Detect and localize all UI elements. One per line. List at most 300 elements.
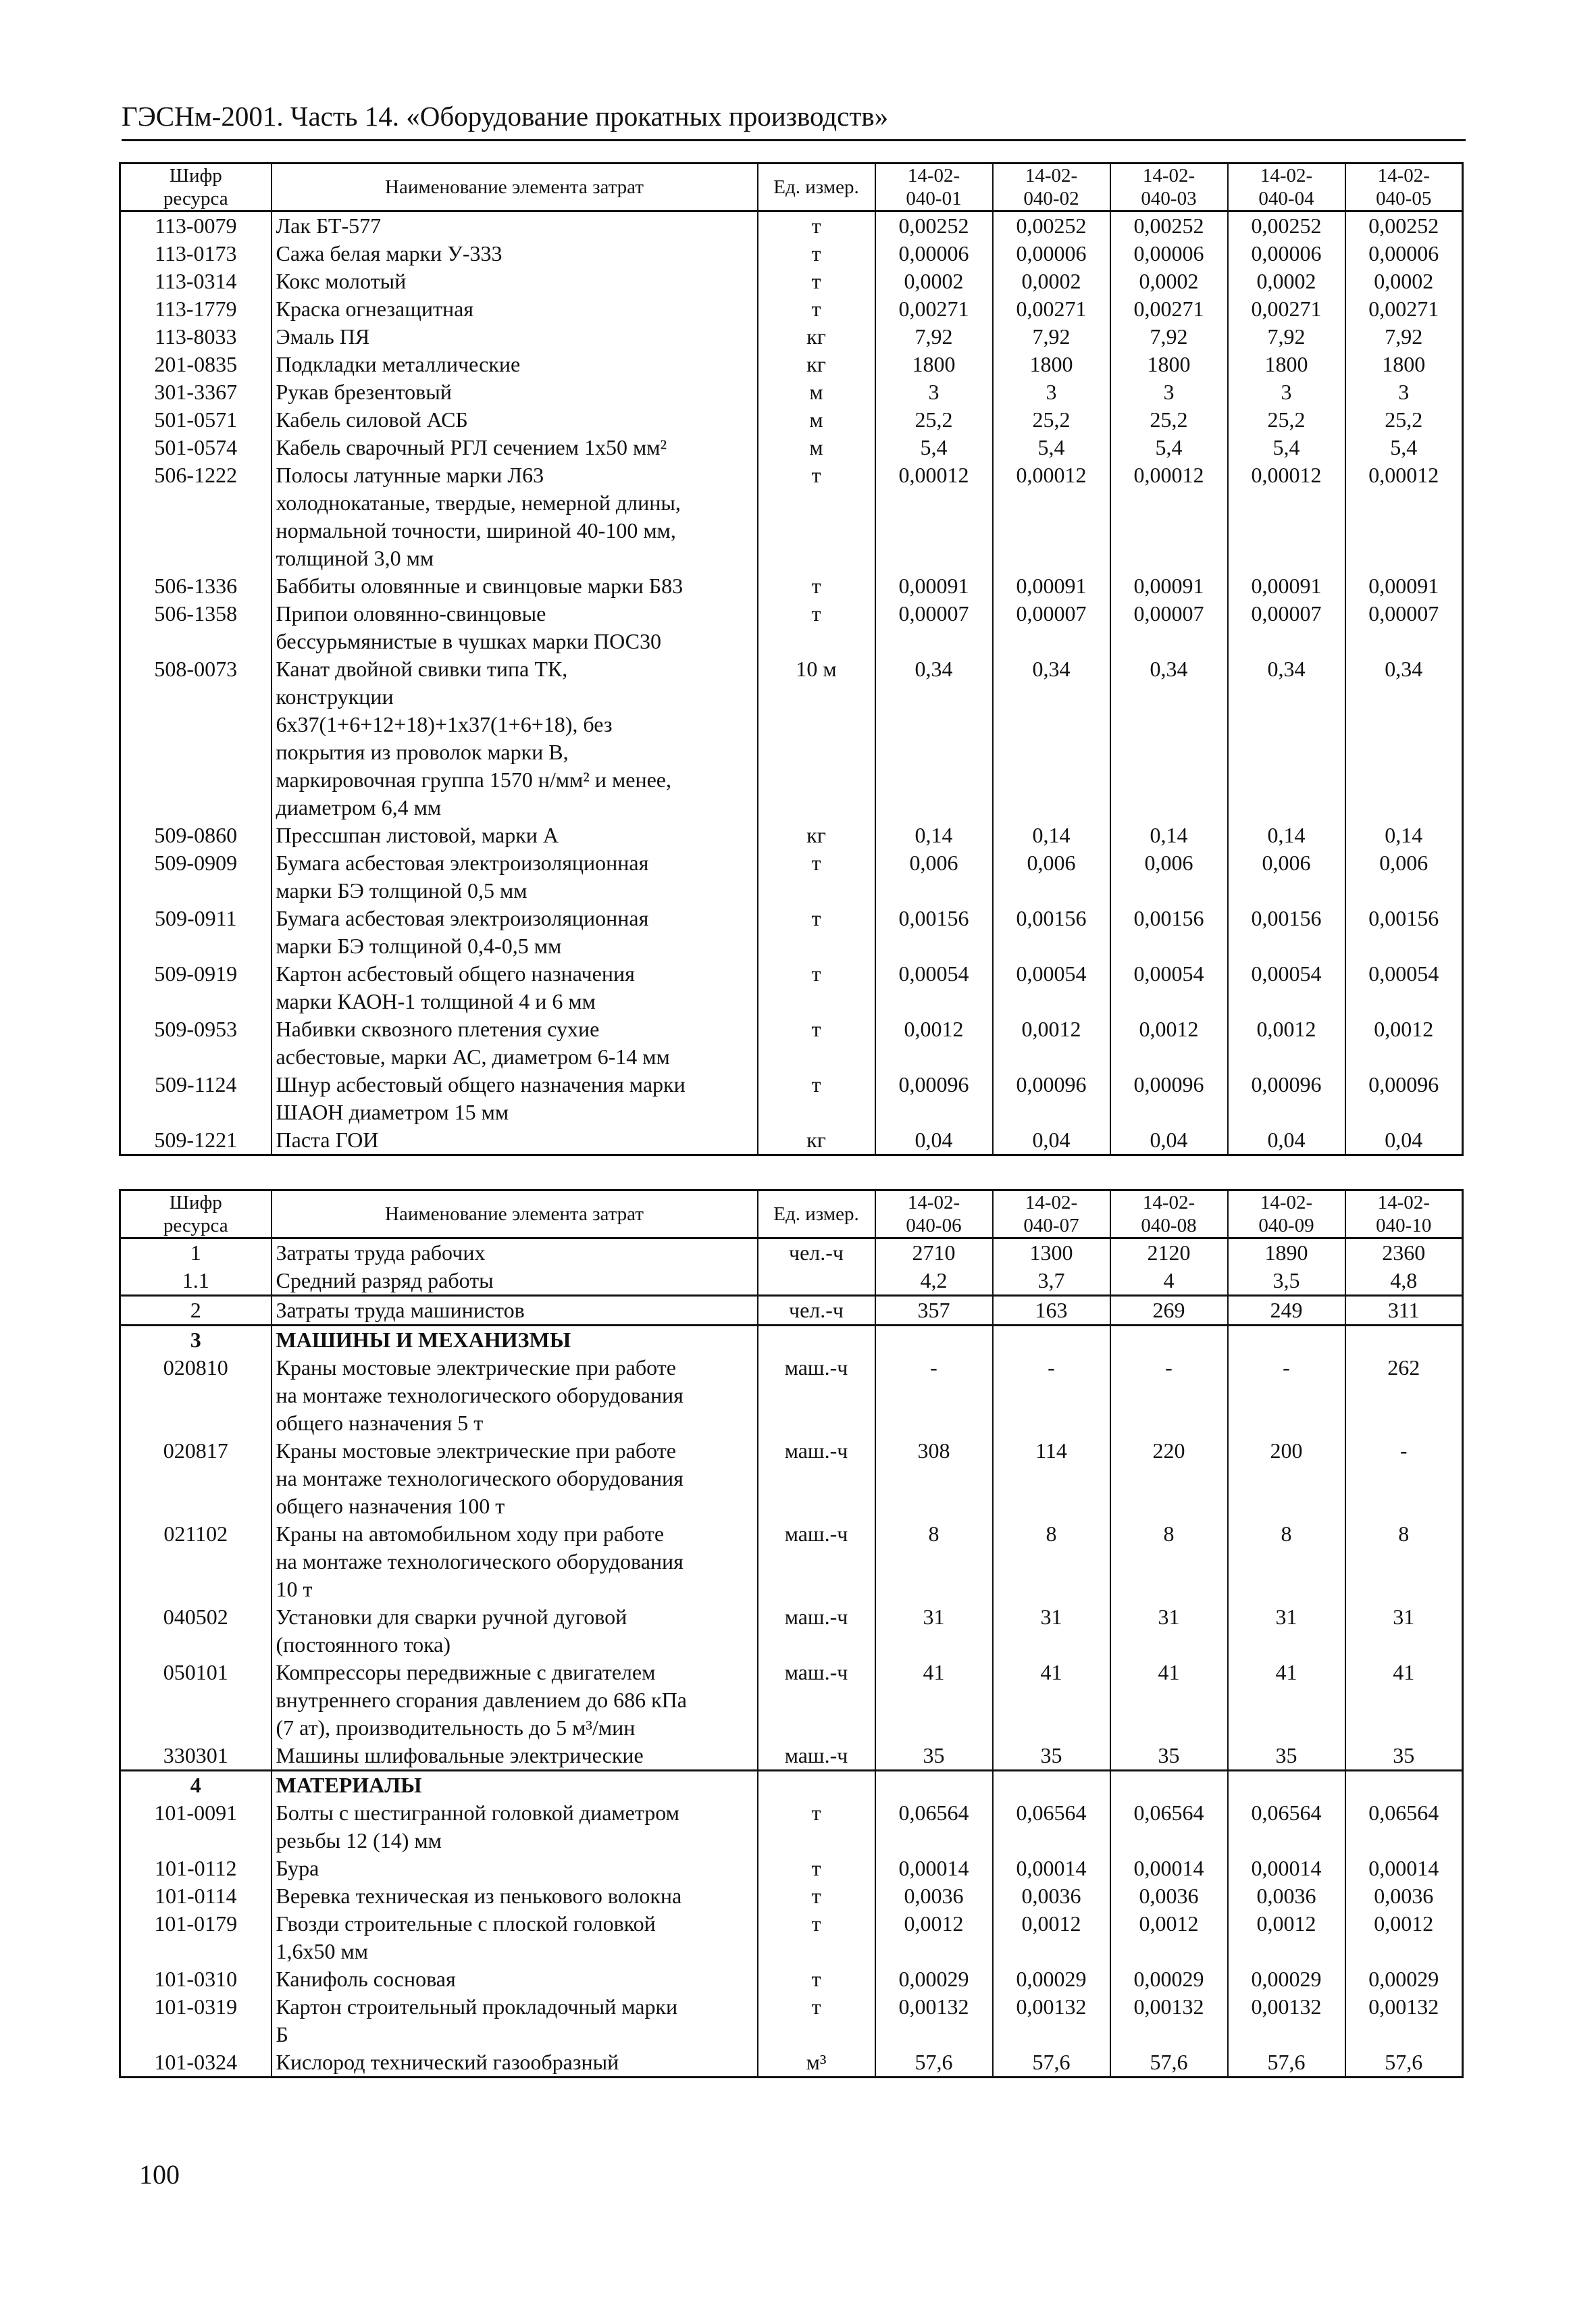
norm-value: 0,14: [993, 822, 1110, 849]
resource-unit: маш.-ч: [758, 1354, 875, 1437]
table-row: [120, 2048, 1463, 2078]
norm-value: 0,0012: [1110, 1910, 1228, 1965]
resource-code: 509-0911: [120, 905, 272, 960]
header-code: [120, 1190, 272, 1238]
resource-unit: т: [758, 960, 875, 1015]
norm-value: 8: [875, 1520, 993, 1603]
resource-unit: т: [758, 240, 875, 268]
norm-value: 0,00014: [1228, 1855, 1345, 1882]
norm-value: 31: [1110, 1603, 1228, 1659]
resource-name-line: Компрессоры передвижные с двигателем: [276, 1660, 656, 1684]
table-row: [120, 295, 1463, 323]
norm-value: 0,00029: [1110, 1965, 1228, 1993]
resource-name: [272, 1855, 758, 1882]
norm-value: 57,6: [1345, 2048, 1463, 2078]
resource-name: [272, 211, 758, 241]
resource-code: 506-1358: [120, 600, 272, 655]
table-row: [120, 406, 1463, 434]
table-row: [120, 1354, 1463, 1437]
norm-value: 0,00096: [875, 1071, 993, 1126]
resource-code: 506-1222: [120, 461, 272, 572]
norm-value: 8: [1345, 1520, 1463, 1603]
resource-name-line: Кабель силовой АСБ: [276, 407, 468, 432]
resource-unit: т: [758, 1882, 875, 1910]
header-norm: [1345, 164, 1463, 211]
norm-value: 0,00096: [1345, 1071, 1463, 1126]
norm-value: [1110, 1771, 1228, 1800]
resource-unit: т: [758, 1071, 875, 1126]
resource-name: [272, 1437, 758, 1520]
norm-value: 0,00132: [993, 1993, 1110, 2048]
resource-name-line: (7 ат), производительность до 5 м³/мин: [276, 1715, 636, 1740]
norm-value: 25,2: [993, 406, 1110, 434]
norm-value: 0,00132: [1110, 1993, 1228, 2048]
resource-unit: маш.-ч: [758, 1742, 875, 1771]
table-row: [120, 849, 1463, 905]
table-row: [120, 960, 1463, 1015]
norm-value: 0,00007: [993, 600, 1110, 655]
header-norm: [993, 1190, 1110, 1238]
resource-name: [272, 1771, 758, 1800]
norm-value: 0,00096: [1110, 1071, 1228, 1126]
norm-value: 0,00252: [993, 211, 1110, 241]
norm-value: 200: [1228, 1437, 1345, 1520]
resource-name-line: общего назначения 5 т: [276, 1411, 484, 1435]
resource-name: [272, 822, 758, 849]
resource-name-line: марки БЭ толщиной 0,5 мм: [276, 878, 527, 903]
norm-value: [1110, 1326, 1228, 1355]
resource-unit: чел.-ч: [758, 1238, 875, 1267]
norm-value: 0,0036: [1228, 1882, 1345, 1910]
resource-name-line: на монтаже технологического оборудования: [276, 1383, 684, 1407]
norm-value: 4: [1110, 1267, 1228, 1296]
norm-value: 0,00006: [1345, 240, 1463, 268]
resource-name-line: Краны мостовые электрические при работе: [276, 1438, 676, 1463]
norm-value: 0,00091: [1228, 572, 1345, 600]
norm-value: 0,00252: [1228, 211, 1345, 241]
resource-unit: т: [758, 1965, 875, 1993]
resource-name-line: Краны мостовые электрические при работе: [276, 1355, 676, 1380]
page-title: ГЭСНм-2001. Часть 14. «Оборудование прокатных производств»: [122, 101, 889, 132]
resource-name-line: МАШИНЫ И МЕХАНИЗМЫ: [276, 1328, 571, 1352]
resource-code: 101-0319: [120, 1993, 272, 2048]
resource-name-line: Бура: [276, 1856, 319, 1880]
resource-unit: т: [758, 1799, 875, 1855]
norm-value: 2360: [1345, 1238, 1463, 1267]
resource-name-line: Установки для сварки ручной дуговой: [276, 1605, 627, 1629]
resource-code: 113-8033: [120, 323, 272, 351]
resource-code: 101-0091: [120, 1799, 272, 1855]
resource-name-line: холоднокатаные, твердые, немерной длины,: [276, 491, 681, 515]
resource-code: 330301: [120, 1742, 272, 1771]
resource-name-line: ШАОН диаметром 15 мм: [276, 1100, 509, 1124]
header-unit-line: Ед. измер.: [773, 1203, 859, 1225]
resource-name-line: Баббиты оловянные и свинцовые марки Б83: [276, 574, 684, 598]
norm-value: 41: [1110, 1659, 1228, 1742]
resource-name: [272, 1015, 758, 1071]
resource-code: 101-0114: [120, 1882, 272, 1910]
resource-code: 509-0909: [120, 849, 272, 905]
norm-value: [993, 1326, 1110, 1355]
resource-code: 509-0860: [120, 822, 272, 849]
resource-code: 509-0953: [120, 1015, 272, 1071]
norm-value: 249: [1228, 1296, 1345, 1326]
resource-unit: м: [758, 434, 875, 461]
norm-value: [1345, 1771, 1463, 1800]
header-row: [120, 1190, 1463, 1238]
resource-unit: т: [758, 1993, 875, 2048]
norm-value: 0,006: [875, 849, 993, 905]
norm-value: 0,0012: [1228, 1015, 1345, 1071]
norm-value: 8: [1228, 1520, 1345, 1603]
norm-value: 7,92: [875, 323, 993, 351]
norm-value: 25,2: [1228, 406, 1345, 434]
norm-value: 0,00091: [1110, 572, 1228, 600]
norm-value: 5,4: [993, 434, 1110, 461]
resource-table-2: [119, 1189, 1464, 2078]
norm-value: 5,4: [1345, 434, 1463, 461]
resource-name: [272, 1742, 758, 1771]
header-norm: [1110, 1190, 1228, 1238]
norm-value: 25,2: [875, 406, 993, 434]
resource-name-line: Рукав брезентовый: [276, 380, 452, 404]
norm-value: 35: [875, 1742, 993, 1771]
resource-name: [272, 295, 758, 323]
resource-name-line: толщиной 3,0 мм: [276, 546, 434, 570]
header-norm-line: 040-03: [1141, 188, 1197, 209]
norm-value: 1800: [1110, 351, 1228, 378]
norm-value: 41: [1345, 1659, 1463, 1742]
resource-unit: т: [758, 572, 875, 600]
page-number: 100: [139, 2159, 180, 2190]
norm-value: 0,00252: [1345, 211, 1463, 241]
norm-value: 0,00006: [875, 240, 993, 268]
resource-unit: т: [758, 905, 875, 960]
norm-value: 0,00156: [1345, 905, 1463, 960]
norm-value: 41: [993, 1659, 1110, 1742]
header-norm-line: 14-02-: [907, 1192, 960, 1213]
norm-value: -: [1228, 1354, 1345, 1437]
norm-value: 0,00054: [1110, 960, 1228, 1015]
norm-value: 3: [993, 378, 1110, 406]
table-row: [120, 434, 1463, 461]
norm-value: 0,00006: [993, 240, 1110, 268]
norm-value: 0,0002: [875, 268, 993, 295]
resource-name: [272, 1882, 758, 1910]
norm-value: 31: [875, 1603, 993, 1659]
norm-value: 2710: [875, 1238, 993, 1267]
norm-value: 3,7: [993, 1267, 1110, 1296]
resource-name-line: Прессшпан листовой, марки А: [276, 823, 559, 847]
resource-code: 021102: [120, 1520, 272, 1603]
header-norm: [1228, 164, 1345, 211]
norm-value: -: [1345, 1437, 1463, 1520]
header-unit: [758, 164, 875, 211]
resource-unit: кг: [758, 822, 875, 849]
resource-name-line: Кабель сварочный РГЛ сечением 1х50 мм²: [276, 435, 667, 459]
norm-value: 0,00271: [875, 295, 993, 323]
norm-value: 0,006: [993, 849, 1110, 905]
norm-value: 0,00014: [1345, 1855, 1463, 1882]
resource-code: 301-3367: [120, 378, 272, 406]
norm-value: 3: [1228, 378, 1345, 406]
table-row: [120, 1267, 1463, 1296]
norm-value: 0,00091: [1345, 572, 1463, 600]
header-norm-line: 040-05: [1376, 188, 1432, 209]
resource-name-line: Сажа белая марки У-333: [276, 241, 503, 266]
resource-name: [272, 1799, 758, 1855]
resource-name-line: Набивки сквозного плетения сухие: [276, 1017, 600, 1041]
table-row: [120, 378, 1463, 406]
table-row: [120, 600, 1463, 655]
header-norm: [1110, 164, 1228, 211]
resource-name-line: 1,6х50 мм: [276, 1939, 368, 1963]
norm-value: -: [875, 1354, 993, 1437]
resource-name-line: Кокс молотый: [276, 269, 407, 293]
header-norm-line: 040-02: [1023, 188, 1079, 209]
resource-name: [272, 1267, 758, 1296]
resource-name-line: диаметром 6,4 мм: [276, 795, 442, 820]
resource-name: [272, 1659, 758, 1742]
header-norm-line: 040-09: [1258, 1215, 1314, 1236]
resource-name: [272, 1910, 758, 1965]
norm-value: 0,006: [1228, 849, 1345, 905]
norm-value: 0,06564: [1345, 1799, 1463, 1855]
norm-value: 1800: [875, 351, 993, 378]
header-norm: [993, 164, 1110, 211]
resource-name-line: Кислород технический газообразный: [276, 2050, 619, 2074]
norm-value: 7,92: [993, 323, 1110, 351]
header-unit-line: Ед. измер.: [773, 176, 859, 198]
resource-name-line: нормальной точности, шириной 40-100 мм,: [276, 518, 676, 543]
resource-unit: чел.-ч: [758, 1296, 875, 1326]
table-row: [120, 1296, 1463, 1326]
norm-value: 0,0002: [1110, 268, 1228, 295]
norm-value: 0,0012: [1228, 1910, 1345, 1965]
norm-value: 0,00007: [1110, 600, 1228, 655]
table-row: [120, 1742, 1463, 1771]
resource-name: [272, 655, 758, 822]
norm-value: 357: [875, 1296, 993, 1326]
norm-value: 0,00156: [993, 905, 1110, 960]
resource-name-line: асбестовые, марки АС, диаметром 6-14 мм: [276, 1045, 670, 1069]
header-norm-line: 040-01: [906, 188, 962, 209]
resource-code: 509-1221: [120, 1126, 272, 1155]
norm-value: 57,6: [1228, 2048, 1345, 2078]
resource-name-line: на монтаже технологического оборудования: [276, 1466, 684, 1490]
norm-value: 0,00091: [993, 572, 1110, 600]
resource-code: 020810: [120, 1354, 272, 1437]
norm-value: 0,00029: [1345, 1965, 1463, 1993]
norm-value: 0,00091: [875, 572, 993, 600]
table-row: [120, 268, 1463, 295]
resource-code: 113-0314: [120, 268, 272, 295]
resource-unit: т: [758, 600, 875, 655]
table-row: [120, 905, 1463, 960]
resource-name-line: Затраты труда машинистов: [276, 1298, 525, 1322]
norm-value: 163: [993, 1296, 1110, 1326]
norm-value: 1800: [1228, 351, 1345, 378]
norm-value: 0,00271: [1110, 295, 1228, 323]
norm-value: 31: [1345, 1603, 1463, 1659]
header-norm-line: 040-10: [1376, 1215, 1432, 1236]
norm-value: 1800: [1345, 351, 1463, 378]
norm-value: 57,6: [1110, 2048, 1228, 2078]
norm-value: 0,0012: [1345, 1015, 1463, 1071]
norm-value: 0,04: [875, 1126, 993, 1155]
header-norm-line: 040-07: [1023, 1215, 1079, 1236]
resource-unit: т: [758, 461, 875, 572]
resource-unit: [758, 1771, 875, 1800]
norm-value: 0,00156: [1110, 905, 1228, 960]
norm-value: 0,06564: [1110, 1799, 1228, 1855]
table-row: [120, 1071, 1463, 1126]
resource-code: 101-0310: [120, 1965, 272, 1993]
header-row: [120, 164, 1463, 211]
resource-name: [272, 849, 758, 905]
resource-code: 101-0179: [120, 1910, 272, 1965]
norm-value: 0,14: [1228, 822, 1345, 849]
norm-value: 262: [1345, 1354, 1463, 1437]
norm-value: 0,04: [1110, 1126, 1228, 1155]
resource-name-line: 10 т: [276, 1577, 313, 1601]
norm-value: 8: [993, 1520, 1110, 1603]
resource-code: 508-0073: [120, 655, 272, 822]
norm-value: 0,00132: [875, 1993, 993, 2048]
resource-name-line: бессурьмянистые в чушках марки ПОС30: [276, 629, 662, 653]
resource-name-line: Бумага асбестовая электроизоляционная: [276, 906, 649, 930]
norm-value: 0,0012: [1110, 1015, 1228, 1071]
norm-value: 0,06564: [1228, 1799, 1345, 1855]
resource-name: [272, 323, 758, 351]
norm-value: 35: [1228, 1742, 1345, 1771]
resource-name: [272, 1326, 758, 1355]
table-row: [120, 1771, 1463, 1800]
norm-value: 7,92: [1228, 323, 1345, 351]
norm-value: 0,00012: [993, 461, 1110, 572]
norm-value: 0,06564: [875, 1799, 993, 1855]
norm-value: 25,2: [1110, 406, 1228, 434]
header-norm-line: 14-02-: [1377, 165, 1430, 186]
resource-unit: кг: [758, 351, 875, 378]
header-code-line: Шифр: [169, 1192, 222, 1213]
norm-value: 5,4: [1228, 434, 1345, 461]
resource-name-line: общего назначения 100 т: [276, 1494, 505, 1518]
norm-value: 0,00007: [875, 600, 993, 655]
resource-name-line: Машины шлифовальные электрические: [276, 1743, 644, 1767]
resource-name-line: марки КАОН-1 толщиной 4 и 6 мм: [276, 989, 596, 1013]
table-row: [120, 572, 1463, 600]
norm-value: 0,04: [1228, 1126, 1345, 1155]
resource-name-line: конструкции: [276, 684, 394, 709]
header-norm-line: 14-02-: [1260, 165, 1313, 186]
resource-name: [272, 1071, 758, 1126]
norm-value: 1300: [993, 1238, 1110, 1267]
resource-name-line: Болты с шестигранной головкой диаметром: [276, 1801, 679, 1825]
norm-value: 3: [875, 378, 993, 406]
norm-value: 5,4: [1110, 434, 1228, 461]
resource-unit: т: [758, 849, 875, 905]
norm-value: 0,00054: [1345, 960, 1463, 1015]
table-row: [120, 1326, 1463, 1355]
resource-name: [272, 378, 758, 406]
resource-code: 101-0324: [120, 2048, 272, 2078]
norm-value: 0,00252: [875, 211, 993, 241]
resource-code: 509-0919: [120, 960, 272, 1015]
norm-value: [1228, 1771, 1345, 1800]
norm-value: 25,2: [1345, 406, 1463, 434]
resource-name-line: Шнур асбестовый общего назначения марки: [276, 1072, 686, 1097]
norm-value: 0,14: [875, 822, 993, 849]
norm-value: 269: [1110, 1296, 1228, 1326]
resource-name: [272, 1354, 758, 1437]
resource-code: 501-0574: [120, 434, 272, 461]
resource-name: [272, 351, 758, 378]
norm-value: 0,00014: [993, 1855, 1110, 1882]
resource-unit: т: [758, 268, 875, 295]
norm-value: 1800: [993, 351, 1110, 378]
table-row: [120, 323, 1463, 351]
resource-name: [272, 2048, 758, 2078]
table-row: [120, 351, 1463, 378]
norm-value: 0,00007: [1345, 600, 1463, 655]
norm-value: 41: [1228, 1659, 1345, 1742]
header-norm-line: 14-02-: [1260, 1192, 1313, 1213]
header-norm-line: 14-02-: [1377, 1192, 1430, 1213]
norm-value: 0,00156: [875, 905, 993, 960]
norm-value: 0,006: [1345, 849, 1463, 905]
resource-name: [272, 960, 758, 1015]
resource-unit: м³: [758, 2048, 875, 2078]
resource-code: 509-1124: [120, 1071, 272, 1126]
norm-value: 4,8: [1345, 1267, 1463, 1296]
resource-name-line: Картон асбестовый общего назначения: [276, 961, 635, 986]
resource-name-line: Бумага асбестовая электроизоляционная: [276, 851, 649, 875]
norm-value: 0,34: [1345, 655, 1463, 822]
resource-name: [272, 268, 758, 295]
resource-unit: м: [758, 406, 875, 434]
table-row: [120, 1659, 1463, 1742]
resource-table-1: [119, 162, 1464, 1156]
header-code: [120, 164, 272, 211]
table-row: [120, 1799, 1463, 1855]
resource-code: 1: [120, 1238, 272, 1267]
resource-code: 113-0079: [120, 211, 272, 241]
norm-value: 0,14: [1110, 822, 1228, 849]
norm-value: -: [993, 1354, 1110, 1437]
resource-unit: т: [758, 1015, 875, 1071]
header-code-line: Шифр: [169, 165, 222, 186]
resource-name: [272, 1520, 758, 1603]
norm-value: 0,34: [993, 655, 1110, 822]
norm-value: 0,00096: [1228, 1071, 1345, 1126]
header-unit: [758, 1190, 875, 1238]
resource-name-line: Припои оловянно-свинцовые: [276, 601, 546, 626]
resource-name: [272, 240, 758, 268]
table-row: [120, 461, 1463, 572]
header-norm-line: 14-02-: [1142, 1192, 1195, 1213]
header-name-line: Наименование элемента затрат: [385, 1203, 644, 1225]
resource-name-line: Паста ГОИ: [276, 1128, 379, 1152]
norm-value: 0,00029: [1228, 1965, 1345, 1993]
norm-value: 0,00096: [993, 1071, 1110, 1126]
resource-name-line: Краны на автомобильном ходу при работе: [276, 1521, 665, 1546]
header-name: [272, 1190, 758, 1238]
norm-value: 1890: [1228, 1238, 1345, 1267]
resource-name-line: 6х37(1+6+12+18)+1х37(1+6+18), без: [276, 712, 613, 736]
norm-value: 0,00271: [1345, 295, 1463, 323]
header-norm-line: 040-08: [1141, 1215, 1197, 1236]
